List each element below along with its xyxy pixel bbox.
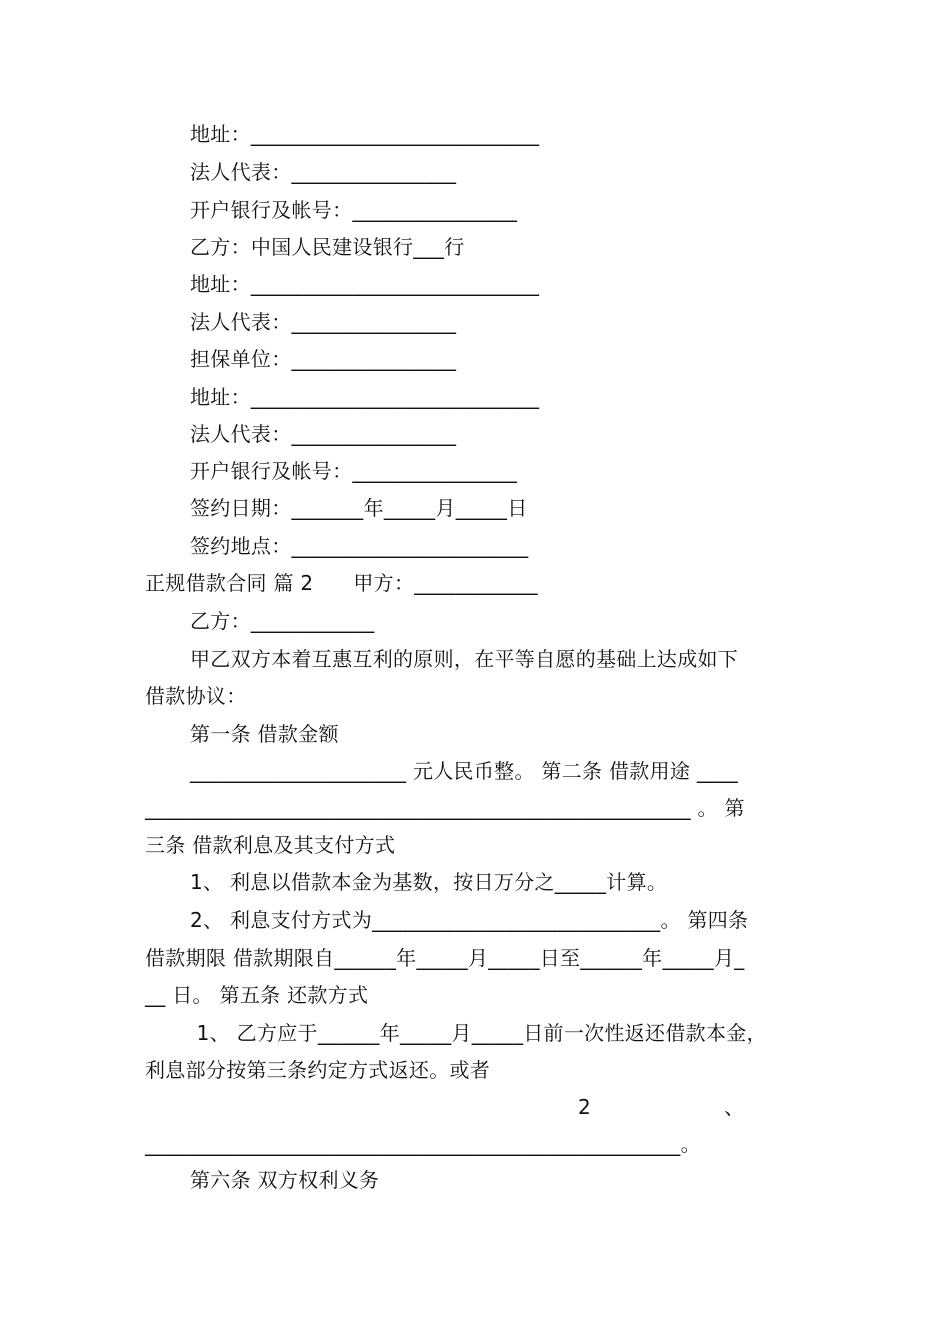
party-a-address: 地址：____________________________ (190, 122, 540, 146)
article-3-item-2: 2、 利息支付方式为____________________________。 第四条 (190, 908, 749, 932)
article-1-title: 第一条 借款金额 (190, 722, 339, 746)
signing-date: 签约日期：_______年_____月_____日 (190, 496, 528, 520)
party-a-bank-account: 开户银行及帐号：________________ (190, 198, 518, 222)
article-4-term-cont: __ 日。 第五条 还款方式 (145, 983, 369, 1007)
article-3-title: 三条 借款利息及其支付方式 (145, 833, 396, 857)
party-a-legal-rep: 法人代表：________________ (190, 160, 457, 184)
article-5-item-2-number: 2 、 (578, 1095, 745, 1119)
party-b-address: 地址：____________________________ (190, 272, 540, 296)
contract-2-heading: 正规借款合同 篇 2 甲方：____________ (145, 571, 538, 595)
preamble-line-2: 借款协议： (145, 684, 247, 708)
article-4-term: 借款期限 借款期限自______年_____月_____日至______年_____月_ (145, 946, 745, 970)
signing-place: 签约地点：_______________________ (190, 534, 529, 558)
article-5-item-2-blank: ____________________________________________________。 (145, 1132, 701, 1156)
guarantor-address: 地址：____________________________ (190, 385, 540, 409)
article-3-item-1: 1、 利息以借款本金为基数，按日万分之_____计算。 (190, 870, 668, 894)
preamble-line-1: 甲乙双方本着互惠互利的原则，在平等自愿的基础上达成如下 (190, 647, 739, 671)
guarantor-bank-account: 开户银行及帐号：________________ (190, 459, 518, 483)
contract-2-party-b: 乙方：____________ (190, 609, 375, 633)
article-2-purpose: _____________________________________________________ 。 第 (145, 796, 745, 820)
party-b-name: 乙方：中国人民建设银行___行 (190, 235, 465, 259)
article-5-item-1-cont: 利息部分按第三条约定方式返还。或者 (145, 1058, 491, 1082)
guarantor: 担保单位：________________ (190, 347, 457, 371)
guarantor-legal-rep: 法人代表：________________ (190, 422, 457, 446)
party-b-legal-rep: 法人代表：________________ (190, 310, 457, 334)
article-1-amount: _____________________ 元人民币整。 第二条 借款用途 ____ (190, 759, 739, 783)
article-5-item-1: 1、 乙方应于______年_____月_____日前一次性返还借款本金， (190, 1021, 767, 1045)
article-6-title: 第六条 双方权利义务 (190, 1168, 380, 1192)
